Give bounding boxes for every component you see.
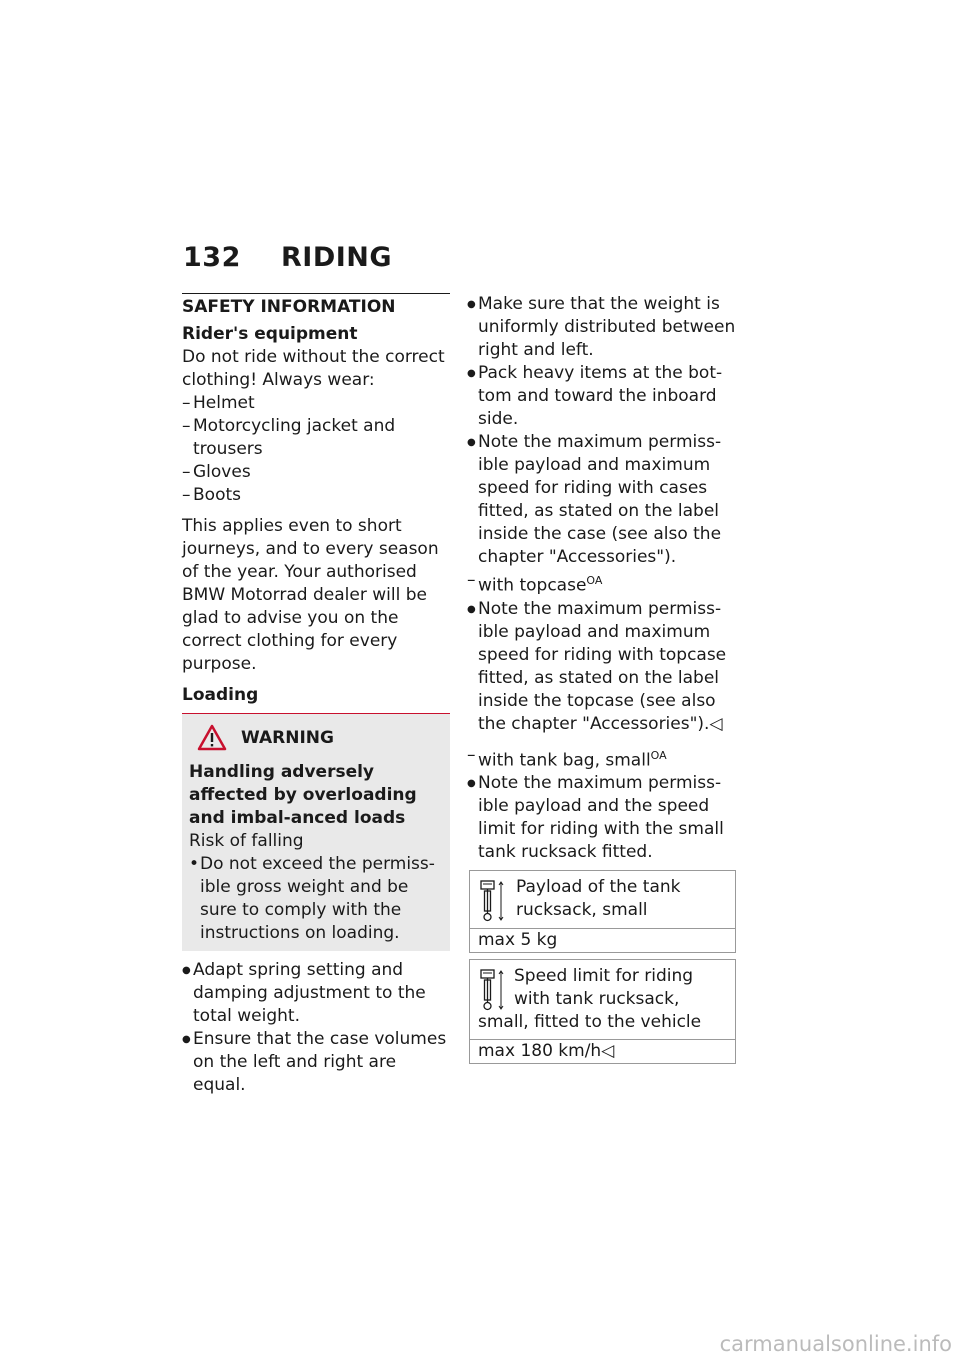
optional-accessory-mark: OA [586,574,603,587]
list-item: ● Make sure that the weight is uniformly distributed between right and left. [467,293,739,362]
warning-title: Handling adversely affected by overloading and imbal-anced loads [189,762,417,828]
list-item: ● Note the maximum permiss-ible payload and the speed limit for riding with the small tank rucksack fitted. [467,772,739,864]
loading-bullets [182,959,450,1097]
equipment-intro: Do not ride without the correct clothing! Always wear: [182,347,445,390]
loading-heading: Loading [182,685,259,705]
list-item: – Motorcycling jacket and trousers [182,415,450,461]
tank-rucksack-icon [478,968,506,1012]
spec-label-line: Speed limit for riding [514,966,694,987]
list-item: – Gloves [182,461,450,484]
warning-label: WARNING [241,727,334,748]
list-item: ● Note the maximum permiss-ible payload and maximum speed for riding with topcase fitted, as stated on the label inside the topcase (see also the chapter "Accessories").◁ [467,598,739,736]
list-item: ● Note the maximum permiss-ible payload and maximum speed for riding with cases fitted, as stated on the label inside the case (see also the chapter "Accessories"). [467,431,739,569]
spec-table-payload [469,870,736,953]
list-item: ● Adapt spring setting and damping adjustment to the total weight. [182,959,450,1028]
tank-rucksack-icon [478,879,506,923]
warning-header [189,724,442,751]
warning-box [182,713,450,951]
advice-paragraph: This applies even to short journeys, and to every season of the year. Your authorised BMW Motorrad dealer will be glad to advise you on the correct clothing for every purpose. [182,516,439,674]
list-item: ● Pack heavy items at the bot-tom and toward the inboard side. [467,362,739,431]
spec-label: Payload of the tank rucksack, small [516,877,681,921]
section-title: SAFETY INFORMATION [182,293,450,317]
left-column [182,293,450,1097]
chapter-title: RIDING [281,242,393,273]
tankbag-bullets [467,772,739,864]
list-item: – Helmet [182,392,450,415]
list-item: ● Ensure that the case volumes on the left and right are equal. [182,1028,450,1097]
warning-risk: Risk of falling [189,831,304,851]
page-header [183,242,392,273]
spec-table-speed [469,959,736,1064]
tankbag-item: – with tank bag, small$^{OA}$ [467,744,739,773]
spec-label-line: with tank rucksack, [514,989,680,1010]
topcase-bullets [467,598,739,736]
optional-accessory-mark: OA [650,748,667,762]
spec-label-line: small, fitted to the vehicle [478,1012,702,1033]
warning-list [189,853,442,945]
page-number: 132 [183,242,241,273]
list-item: • Do not exceed the permiss-ible gross weight and be sure to comply with the instructions on loading. [189,853,442,945]
spec-value: max 5 kg [478,930,558,951]
spec-value: max 180 km/h◁ [478,1041,615,1062]
right-column [467,293,739,1064]
list-item: – Boots [182,484,450,507]
equipment-list [182,392,450,507]
spec-label-row [470,871,735,929]
riders-equipment-heading: Rider's equipment [182,324,358,344]
warning-triangle-icon [197,724,227,751]
topcase-item: – with topcase$^{OA}$ [467,569,739,598]
watermark: carmanualsonline.info [719,1332,952,1356]
loading-bullets-continued [467,293,739,569]
spec-label-row [470,960,735,1040]
